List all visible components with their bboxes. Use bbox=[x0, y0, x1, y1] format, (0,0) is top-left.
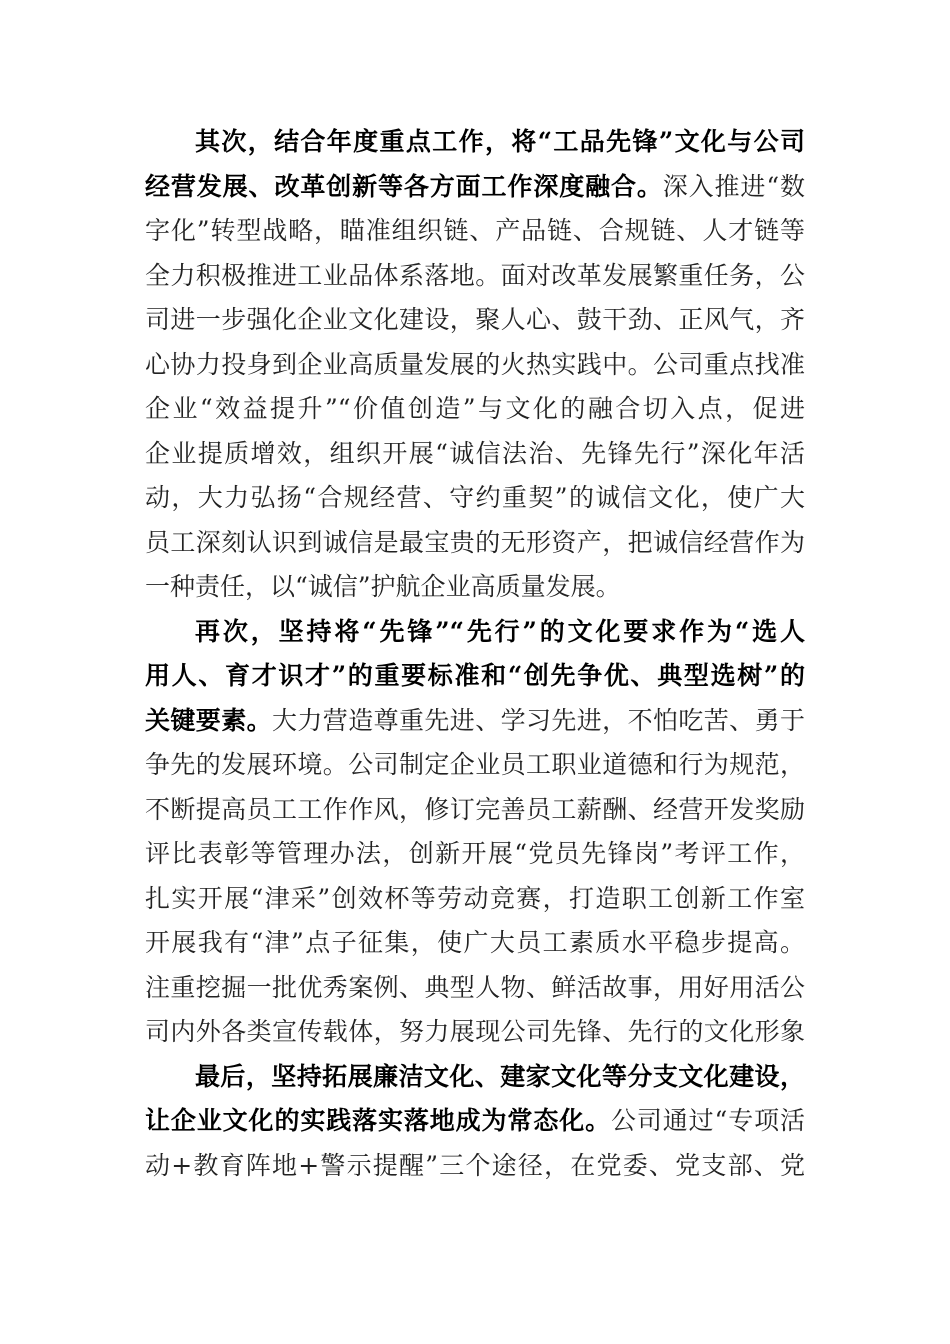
text-line bbox=[145, 432, 805, 477]
bold-lead-text: 让企业文化的实践落实落地成为常态化。 bbox=[145, 1106, 611, 1135]
body-text: 开展我有“津”点子征集，使广大员工素质水平稳步提高。 bbox=[145, 928, 805, 957]
text-line bbox=[145, 298, 805, 343]
bold-lead-text: 其次，结合年度重点工作，将“工品先锋”文化与公司 bbox=[195, 127, 805, 156]
body-text: 注重挖掘一批优秀案例、典型人物、鲜活故事，用好用活公 bbox=[145, 972, 805, 1002]
text-line bbox=[145, 788, 805, 833]
body-text: 字化”转型战略，瞄准组织链、产品链、合规链、人才链等 bbox=[145, 216, 805, 245]
body-text: 一种责任，以“诚信”护航企业高质量发展。 bbox=[145, 572, 621, 601]
body-text: 心协力投身到企业高质量发展的火热实践中。公司重点找准 bbox=[145, 349, 805, 379]
text-line bbox=[145, 1099, 805, 1144]
body-text: 动+教育阵地+警示提醒”三个途径，在党委、党支部、党 bbox=[145, 1150, 805, 1180]
text-line bbox=[145, 521, 805, 566]
body-text: 深入推进“数 bbox=[662, 171, 805, 201]
text-line bbox=[145, 699, 805, 744]
document-body bbox=[145, 120, 805, 1188]
text-line bbox=[145, 610, 805, 655]
text-line bbox=[145, 1144, 805, 1189]
body-text: 司内外各类宣传载体，努力展现公司先锋、先行的文化形象 bbox=[145, 1017, 805, 1046]
body-text: 评比表彰等管理办法，创新开展“党员先锋岗”考评工作， bbox=[145, 839, 805, 868]
body-text: 司进一步强化企业文化建设，聚人心、鼓干劲、正风气，齐 bbox=[145, 305, 805, 334]
text-line bbox=[145, 966, 805, 1011]
paragraph bbox=[145, 1055, 805, 1189]
bold-lead-text: 最后，坚持拓展廉洁文化、建家文化等分支文化建设， bbox=[195, 1061, 805, 1091]
text-line bbox=[145, 654, 805, 699]
body-text: 公司通过“专项活 bbox=[610, 1106, 805, 1135]
text-line bbox=[145, 387, 805, 432]
text-line bbox=[145, 565, 805, 610]
text-line bbox=[145, 209, 805, 254]
body-text: 争先的发展环境。公司制定企业员工职业道德和行为规范， bbox=[145, 750, 805, 779]
text-line bbox=[145, 1055, 805, 1100]
body-text: 扎实开展“津采”创效杯等劳动竞赛，打造职工创新工作室 bbox=[145, 883, 805, 913]
bold-lead-text: 经营发展、改革创新等各方面工作深度融合。 bbox=[145, 171, 663, 201]
text-line bbox=[145, 743, 805, 788]
bold-lead-text: 关键要素。 bbox=[145, 705, 272, 735]
text-line bbox=[145, 832, 805, 877]
body-text: 企业提质增效，组织开展“诚信法治、先锋先行”深化年活 bbox=[145, 438, 805, 468]
text-line bbox=[145, 1010, 805, 1055]
paragraph bbox=[145, 610, 805, 1055]
text-line bbox=[145, 120, 805, 165]
body-text: 员工深刻认识到诚信是最宝贵的无形资产，把诚信经营作为 bbox=[145, 527, 805, 557]
text-line bbox=[145, 165, 805, 210]
bold-lead-text: 用人、育才识才”的重要标准和“创先争优、典型选树”的 bbox=[145, 661, 805, 690]
bold-lead-text: 再次，坚持将“先锋”“先行”的文化要求作为“选人 bbox=[195, 616, 805, 646]
body-text: 全力积极推进工业品体系落地。面对改革发展繁重任务，公 bbox=[145, 260, 805, 290]
body-text: 动，大力弘扬“合规经营、守约重契”的诚信文化，使广大 bbox=[145, 483, 805, 512]
text-line bbox=[145, 921, 805, 966]
text-line bbox=[145, 877, 805, 922]
body-text: 不断提高员工工作作风，修订完善员工薪酬、经营开发奖励 bbox=[145, 794, 805, 824]
body-text: 企业“效益提升”“价值创造”与文化的融合切入点，促进 bbox=[145, 394, 805, 423]
body-text: 大力营造尊重先进、学习先进，不怕吃苦、勇于 bbox=[272, 705, 805, 735]
paragraph bbox=[145, 120, 805, 610]
text-line bbox=[145, 476, 805, 521]
text-line bbox=[145, 343, 805, 388]
text-line bbox=[145, 254, 805, 299]
